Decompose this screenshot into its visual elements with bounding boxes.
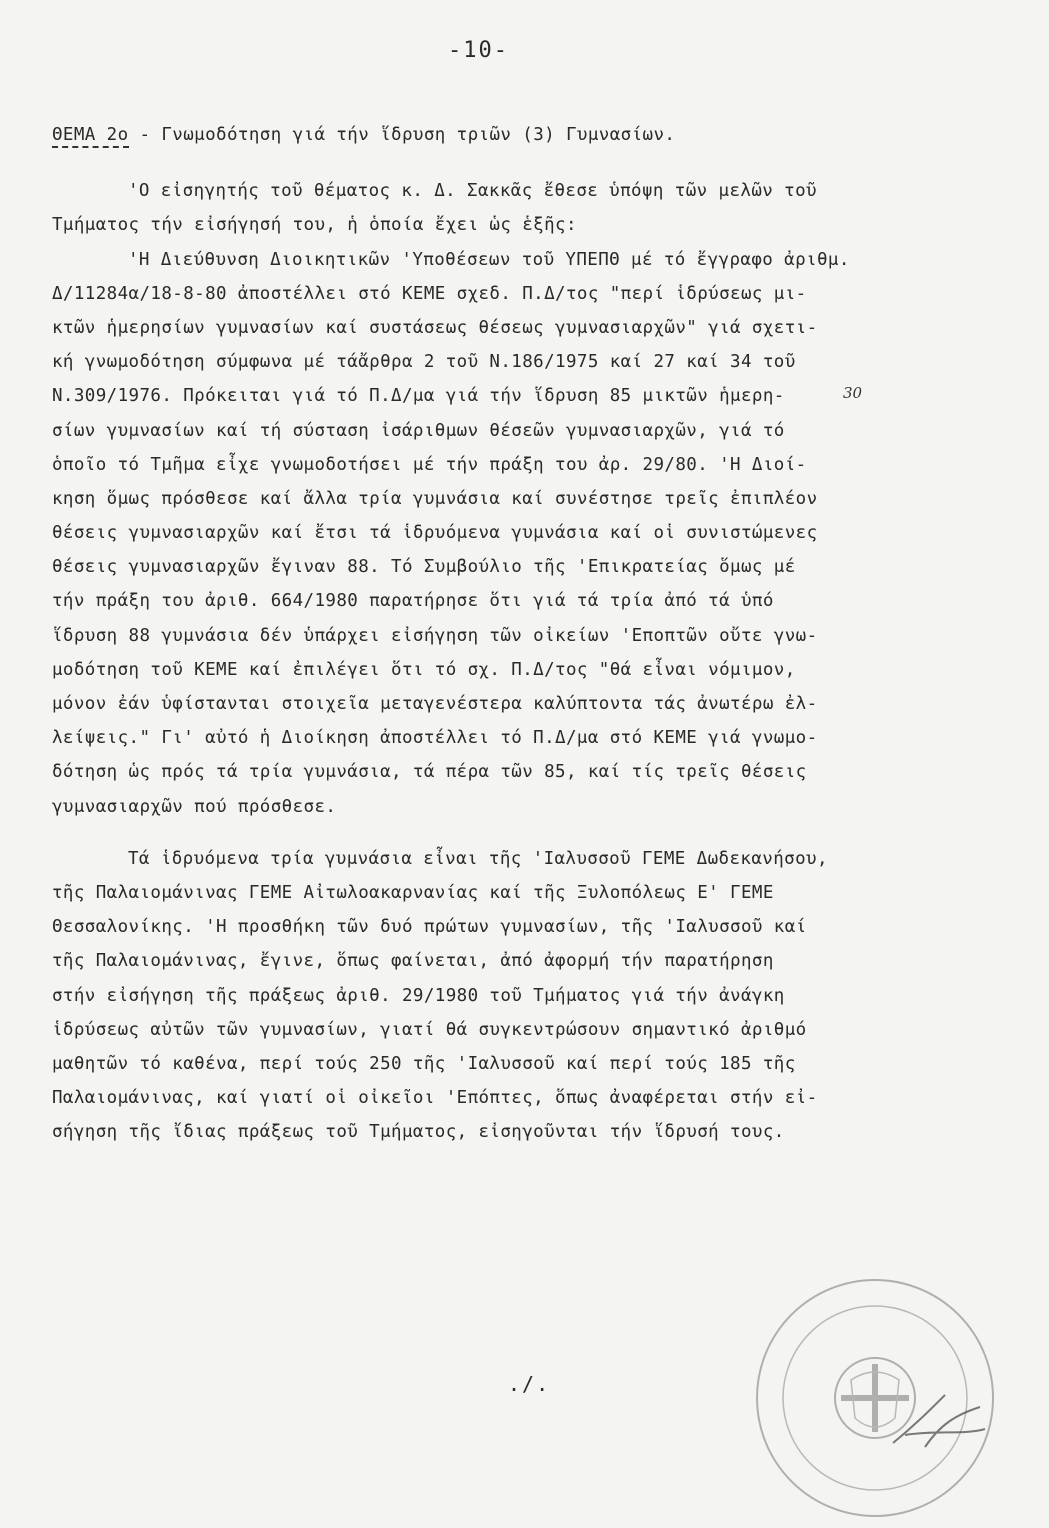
handwritten-correction: 30 (843, 384, 863, 402)
text-line: λείψεις." Γι' αὐτό ἡ Διοίκηση ἀποστέλλει τό Π.Δ/μα στό ΚΕΜΕ γιά γνωμο- (52, 728, 818, 749)
text-line: ἱδρύσεως αὐτῶν τῶν γυμνασίων, γιατί θά συγκεντρώσουν σημαντικό ἀριθμό (52, 1019, 807, 1040)
text-line: τῆς Παλαιομάνινας ΓΕΜΕ Αἰτωλοακαρνανίας καί τῆς Ξυλοπόλεως Ε' ΓΕΜΕ (52, 882, 774, 903)
topic-label: ΘΕΜΑ 2ο (52, 125, 129, 148)
text-line: κτῶν ἡμερησίων γυμνασίων καί συστάσεως θέσεως γυμνασιαρχῶν" γιά σχετι- (52, 317, 818, 338)
text-line: 'Ο εἰσηγητής τοῦ θέματος κ. Δ. Σακκᾶς ἔθεσε ὑπόψη τῶν μελῶν τοῦ (128, 181, 817, 202)
text-line: κή γνωμοδότηση σύμφωνα μέ τάἄρθρα 2 τοῦ Ν.186/1975 καί 27 καί 34 τοῦ (52, 352, 796, 373)
text-line: γυμνασιαρχῶν πού πρόσθεσε. (52, 796, 337, 817)
text-line: Παλαιομάνινας, καί γιατί οἱ οἰκεῖοι 'Επόπτες, ὅπως ἀναφέρεται στήν εἰ- (52, 1088, 818, 1109)
text-line: Τά ἱδρυόμενα τρία γυμνάσια εἶναι τῆς 'Ιαλυσσοῦ ΓΕΜΕ Δωδεκανήσου, (128, 848, 828, 869)
text-line: σήγηση τῆς ἴδιας πράξεως τοῦ Τμήματος, εἰσηγοῦνται τήν ἵδρυσή τους. (52, 1122, 785, 1143)
signature-icon (885, 1385, 995, 1455)
text-line: μόνον ἐάν ὑφίστανται στοιχεῖα μεταγενέστερα καλύπτοντα τάς ἀνωτέρω ἐλ- (52, 694, 818, 714)
text-line: σίων γυμνασίων καί τή σύσταση ἰσάριθμων θέσεῶν γυμνασιαρχῶν, γιά τό (52, 420, 785, 441)
paragraph-introduction (52, 174, 1032, 242)
text-line: δότηση ὡς πρός τά τρία γυμνάσια, τά πέρα τῶν 85, καί τίς τρεῖς θέσεις (52, 762, 807, 783)
end-mark: ./. (508, 1372, 551, 1396)
text-line: Ν.309/1976. Πρόκειται γιά τό Π.Δ/μα γιά τήν ἵδρυση 85 μικτῶν ἡμερη- (52, 386, 785, 407)
text-line: Δ/11284α/18-8-80 ἀποστέλλει στό ΚΕΜΕ σχεδ. Π.Δ/τος "περί ἱδρύσεως μι- (52, 283, 807, 304)
text-line: 'Η Διεύθυνση Διοικητικῶν 'Υποθέσεων τοῦ ΥΠΕΠΘ μέ τό ἔγγραφο ἀριθμ. (128, 249, 850, 270)
topic-heading (52, 118, 1032, 152)
paragraph-schools (52, 842, 1032, 1150)
text-line: μοδότηση τοῦ ΚΕΜΕ καί ἐπιλέγει ὅτι τό σχ. Π.Δ/τος "θά εἶναι νόμιμον, (52, 659, 796, 680)
text-line: θέσεις γυμνασιαρχῶν ἔγιναν 88. Τό Συμβούλιο τῆς 'Επικρατείας ὅμως μέ (52, 557, 796, 578)
topic-title: - Γνωμοδότηση γιά τήν ἵδρυση τριῶν (3) Γυμνασίων. (128, 125, 676, 145)
text-line: ὁποῖο τό Τμῆμα εἶχε γνωμοδοτήσει μέ τήν πράξη του ἀρ. 29/80. 'Η Διοί- (52, 454, 807, 475)
text-line: ἵδρυση 88 γυμνάσια δέν ὑπάρχει εἰσήγηση τῶν οἰκείων 'Εποπτῶν οὔτε γνω- (52, 625, 818, 646)
paragraph-proposal (52, 243, 1032, 824)
text-line: στήν εἰσήγηση τῆς πράξεως ἀριθ. 29/1980 τοῦ Τμήματος γιά τήν ἀνάγκη (52, 985, 785, 1006)
page-number: -10- (448, 38, 509, 63)
text-line: θέσεις γυμνασιαρχῶν καί ἔτσι τά ἱδρυόμενα γυμνάσια καί οἱ συνιστώμενες (52, 523, 818, 544)
text-line: τῆς Παλαιομάνινας, ἔγινε, ὅπως φαίνεται, ἀπό ἀφορμή τήν παρατήρηση (52, 951, 774, 972)
text-line: κηση ὅμως πρόσθεσε καί ἄλλα τρία γυμνάσια καί συνέστησε τρεῖς ἐπιπλέον (52, 488, 818, 509)
text-line: μαθητῶν τό καθένα, περί τούς 250 τῆς 'Ιαλυσσοῦ καί περί τούς 185 τῆς (52, 1053, 796, 1074)
document-body (52, 118, 1032, 1149)
text-line: τήν πράξη του ἀριθ. 664/1980 παρατήρησε ὅτι γιά τά τρία ἀπό τά ὑπό (52, 591, 774, 612)
text-line: Τμήματος τήν εἰσήγησή του, ἡ ὁποία ἔχει ὡς ἑξῆς: (52, 215, 577, 236)
text-line: Θεσσαλονίκης. 'Η προσθήκη τῶν δυό πρώτων γυμνασίων, τῆς 'Ιαλυσσοῦ καί (52, 917, 807, 938)
